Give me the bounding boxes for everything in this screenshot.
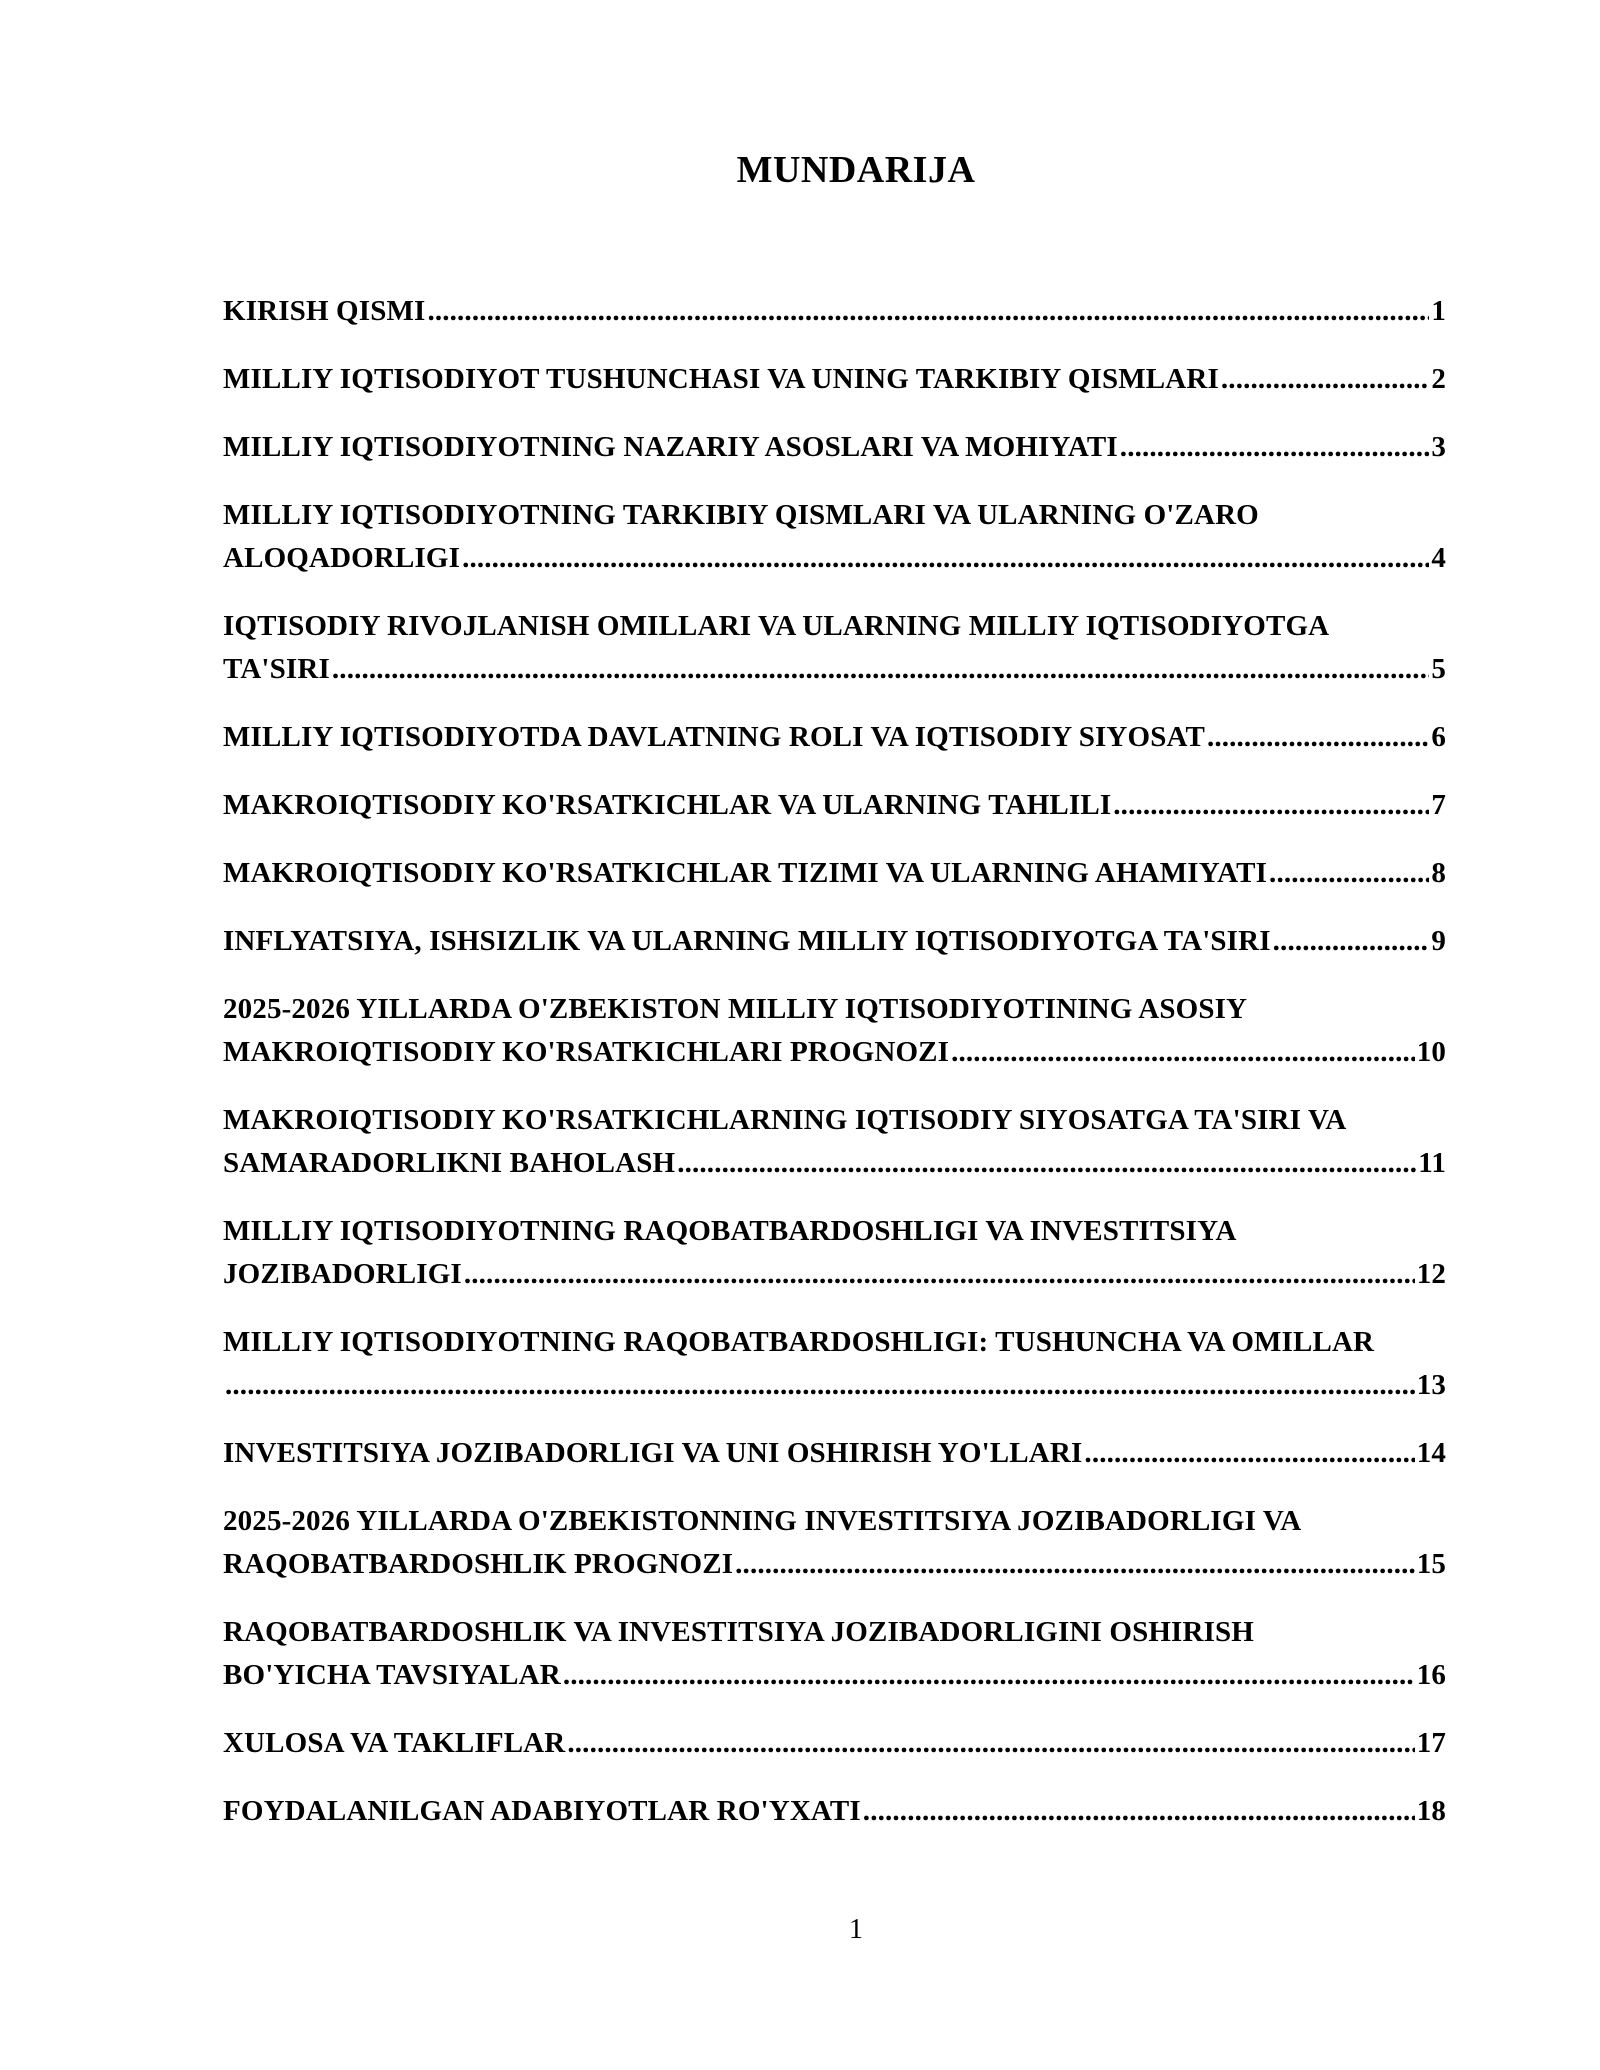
toc-page-number: 3 [1431, 431, 1446, 463]
toc-page-number: 13 [1416, 1369, 1446, 1401]
toc-entry-title-line: JOZIBADORLIGI [223, 1258, 462, 1290]
toc-entry-line [223, 1432, 1446, 1475]
toc-entry-line [223, 1543, 1446, 1586]
toc-entry[interactable] [223, 1790, 1446, 1833]
toc-entry-line [223, 648, 1446, 691]
toc-page-number: 5 [1431, 653, 1446, 685]
toc-entry-title-line: IQTISODIY RIVOJLANISH OMILLARI VA ULARNING MILLIY IQTISODIYOTGA [223, 610, 1330, 642]
toc-entry-title-line: MILLIY IQTISODIYOTNING RAQOBATBARDOSHLIGI VA INVESTITSIYA [223, 1215, 1237, 1247]
dot-leader [951, 1031, 1415, 1074]
dot-leader [735, 1543, 1415, 1586]
toc-entry[interactable] [223, 784, 1446, 827]
toc-entry[interactable] [223, 1210, 1446, 1296]
dot-leader [1084, 1432, 1414, 1475]
toc-page-number: 8 [1431, 857, 1446, 889]
toc-entry-title-line: MAKROIQTISODIY KO'RSATKICHLARNING IQTISODIY SIYOSATGA TA'SIRI VA [223, 1104, 1347, 1136]
dot-leader [863, 1790, 1415, 1833]
dot-leader [464, 1253, 1415, 1296]
toc-entry-title-line: MAKROIQTISODIY KO'RSATKICHLAR TIZIMI VA ULARNING AHAMIYATI [223, 857, 1268, 889]
toc-entry[interactable] [223, 290, 1446, 333]
toc-entry[interactable] [223, 1611, 1446, 1697]
page-number: 1 [849, 1914, 863, 1945]
toc-entry-title-line: MAKROIQTISODIY KO'RSATKICHLAR VA ULARNING TAHLILI [223, 789, 1112, 821]
toc-entry-title-line: MILLIY IQTISODIYOTNING NAZARIY ASOSLARI VA MOHIYATI [223, 431, 1118, 463]
toc-entry[interactable] [223, 988, 1446, 1074]
toc-page-number: 9 [1431, 925, 1446, 957]
dot-leader [332, 648, 1429, 691]
toc-entry-title-line: TA'SIRI [223, 653, 330, 685]
dot-leader [1273, 920, 1430, 963]
toc-entry[interactable] [223, 716, 1446, 759]
toc-entry-title-line: KIRISH QISMI [223, 295, 426, 327]
toc-entry-title-line: MILLIY IQTISODIYOT TUSHUNCHASI VA UNING TARKIBIY QISMLARI [223, 363, 1219, 395]
toc-entry-title-line: RAQOBATBARDOSHLIK PROGNOZI [223, 1548, 734, 1580]
toc-entry-title-line: XULOSA VA TAKLIFLAR [223, 1727, 566, 1759]
toc-entry-title-line: 2025-2026 YILLARDA O'ZBEKISTON MILLIY IQTISODIYOTINING ASOSIY [223, 993, 1248, 1025]
toc-entry-line [223, 1031, 1446, 1074]
dot-leader [462, 537, 1429, 580]
toc-entry[interactable] [223, 1722, 1446, 1765]
toc-entry-title-line: 2025-2026 YILLARDA O'ZBEKISTONNING INVESTITSIYA JOZIBADORLIGI VA [223, 1505, 1302, 1537]
toc-page-number: 4 [1431, 542, 1446, 574]
toc-entry[interactable] [223, 1321, 1446, 1407]
dot-leader [567, 1722, 1414, 1765]
toc-page-number: 15 [1416, 1548, 1446, 1580]
toc-entry-line [223, 1364, 1446, 1407]
dot-leader [1221, 358, 1429, 401]
toc-entry[interactable] [223, 852, 1446, 895]
toc-entry-title-line: RAQOBATBARDOSHLIK VA INVESTITSIYA JOZIBADORLIGINI OSHIRISH [223, 1616, 1255, 1648]
dot-leader [1113, 784, 1429, 827]
toc-entry-line [223, 1790, 1446, 1833]
toc-entry-title-line: BO'YICHA TAVSIYALAR [223, 1659, 561, 1691]
toc-page-number: 11 [1418, 1147, 1446, 1179]
toc-entry-line [223, 358, 1446, 401]
toc-entry-line [223, 1722, 1446, 1765]
toc-entry-title-line: MAKROIQTISODIY KO'RSATKICHLARI PROGNOZI [223, 1036, 950, 1068]
toc-entry-title-line: INFLYATSIYA, ISHSIZLIK VA ULARNING MILLIY IQTISODIYOTGA TA'SIRI [223, 925, 1271, 957]
toc-entry-line [223, 920, 1446, 963]
toc-entry-line [223, 1253, 1446, 1296]
toc-page-number: 14 [1416, 1437, 1446, 1469]
toc-entry[interactable] [223, 358, 1446, 401]
toc-page-number: 2 [1431, 363, 1446, 395]
toc-entry-title-line: INVESTITSIYA JOZIBADORLIGI VA UNI OSHIRISH YO'LLARI [223, 1437, 1083, 1469]
toc-page-number: 10 [1416, 1036, 1446, 1068]
toc-page-number: 18 [1416, 1795, 1446, 1827]
dot-leader [563, 1654, 1415, 1697]
page-title: MUNDARIJA [736, 149, 976, 191]
toc-page-number: 12 [1416, 1258, 1446, 1290]
toc-entry-title-line: FOYDALANILGAN ADABIYOTLAR RO'YXATI [223, 1795, 861, 1827]
dot-leader [1269, 852, 1429, 895]
toc-entry-title-line: MILLIY IQTISODIYOTNING TARKIBIY QISMLARI VA ULARNING O'ZARO [223, 499, 1259, 531]
toc-page-number: 16 [1416, 1659, 1446, 1691]
dot-leader [225, 1364, 1415, 1407]
toc-entry[interactable] [223, 920, 1446, 963]
toc-entry-title-line: ALOQADORLIGI [223, 542, 461, 574]
toc-page-number: 7 [1431, 789, 1446, 821]
toc-entry[interactable] [223, 1432, 1446, 1475]
toc-entry-line [223, 1654, 1446, 1697]
toc-entry-title-line: MILLIY IQTISODIYOTDA DAVLATNING ROLI VA IQTISODIY SIYOSAT [223, 721, 1205, 753]
toc-entry-title-line: MILLIY IQTISODIYOTNING RAQOBATBARDOSHLIGI: TUSHUNCHA VA OMILLAR [223, 1326, 1375, 1358]
toc-entry-line [223, 784, 1446, 827]
dot-leader [1120, 426, 1430, 469]
toc-entry[interactable] [223, 1099, 1446, 1185]
toc-entry-line [223, 852, 1446, 895]
toc-entry-line [223, 290, 1446, 333]
toc-entry-line [223, 537, 1446, 580]
dot-leader [1207, 716, 1429, 759]
toc-entry[interactable] [223, 494, 1446, 580]
toc-page-number: 6 [1431, 721, 1446, 753]
toc-entry[interactable] [223, 605, 1446, 691]
dot-leader [677, 1142, 1416, 1185]
toc-page-number: 17 [1416, 1727, 1446, 1759]
table-of-contents [223, 290, 1446, 1858]
toc-entry-line [223, 716, 1446, 759]
toc-entry-title-line: SAMARADORLIKNI BAHOLASH [223, 1147, 676, 1179]
toc-entry-line [223, 1142, 1446, 1185]
toc-page-number: 1 [1431, 295, 1446, 327]
toc-entry-line [223, 426, 1446, 469]
toc-entry[interactable] [223, 426, 1446, 469]
toc-entry[interactable] [223, 1500, 1446, 1586]
dot-leader [427, 290, 1429, 333]
